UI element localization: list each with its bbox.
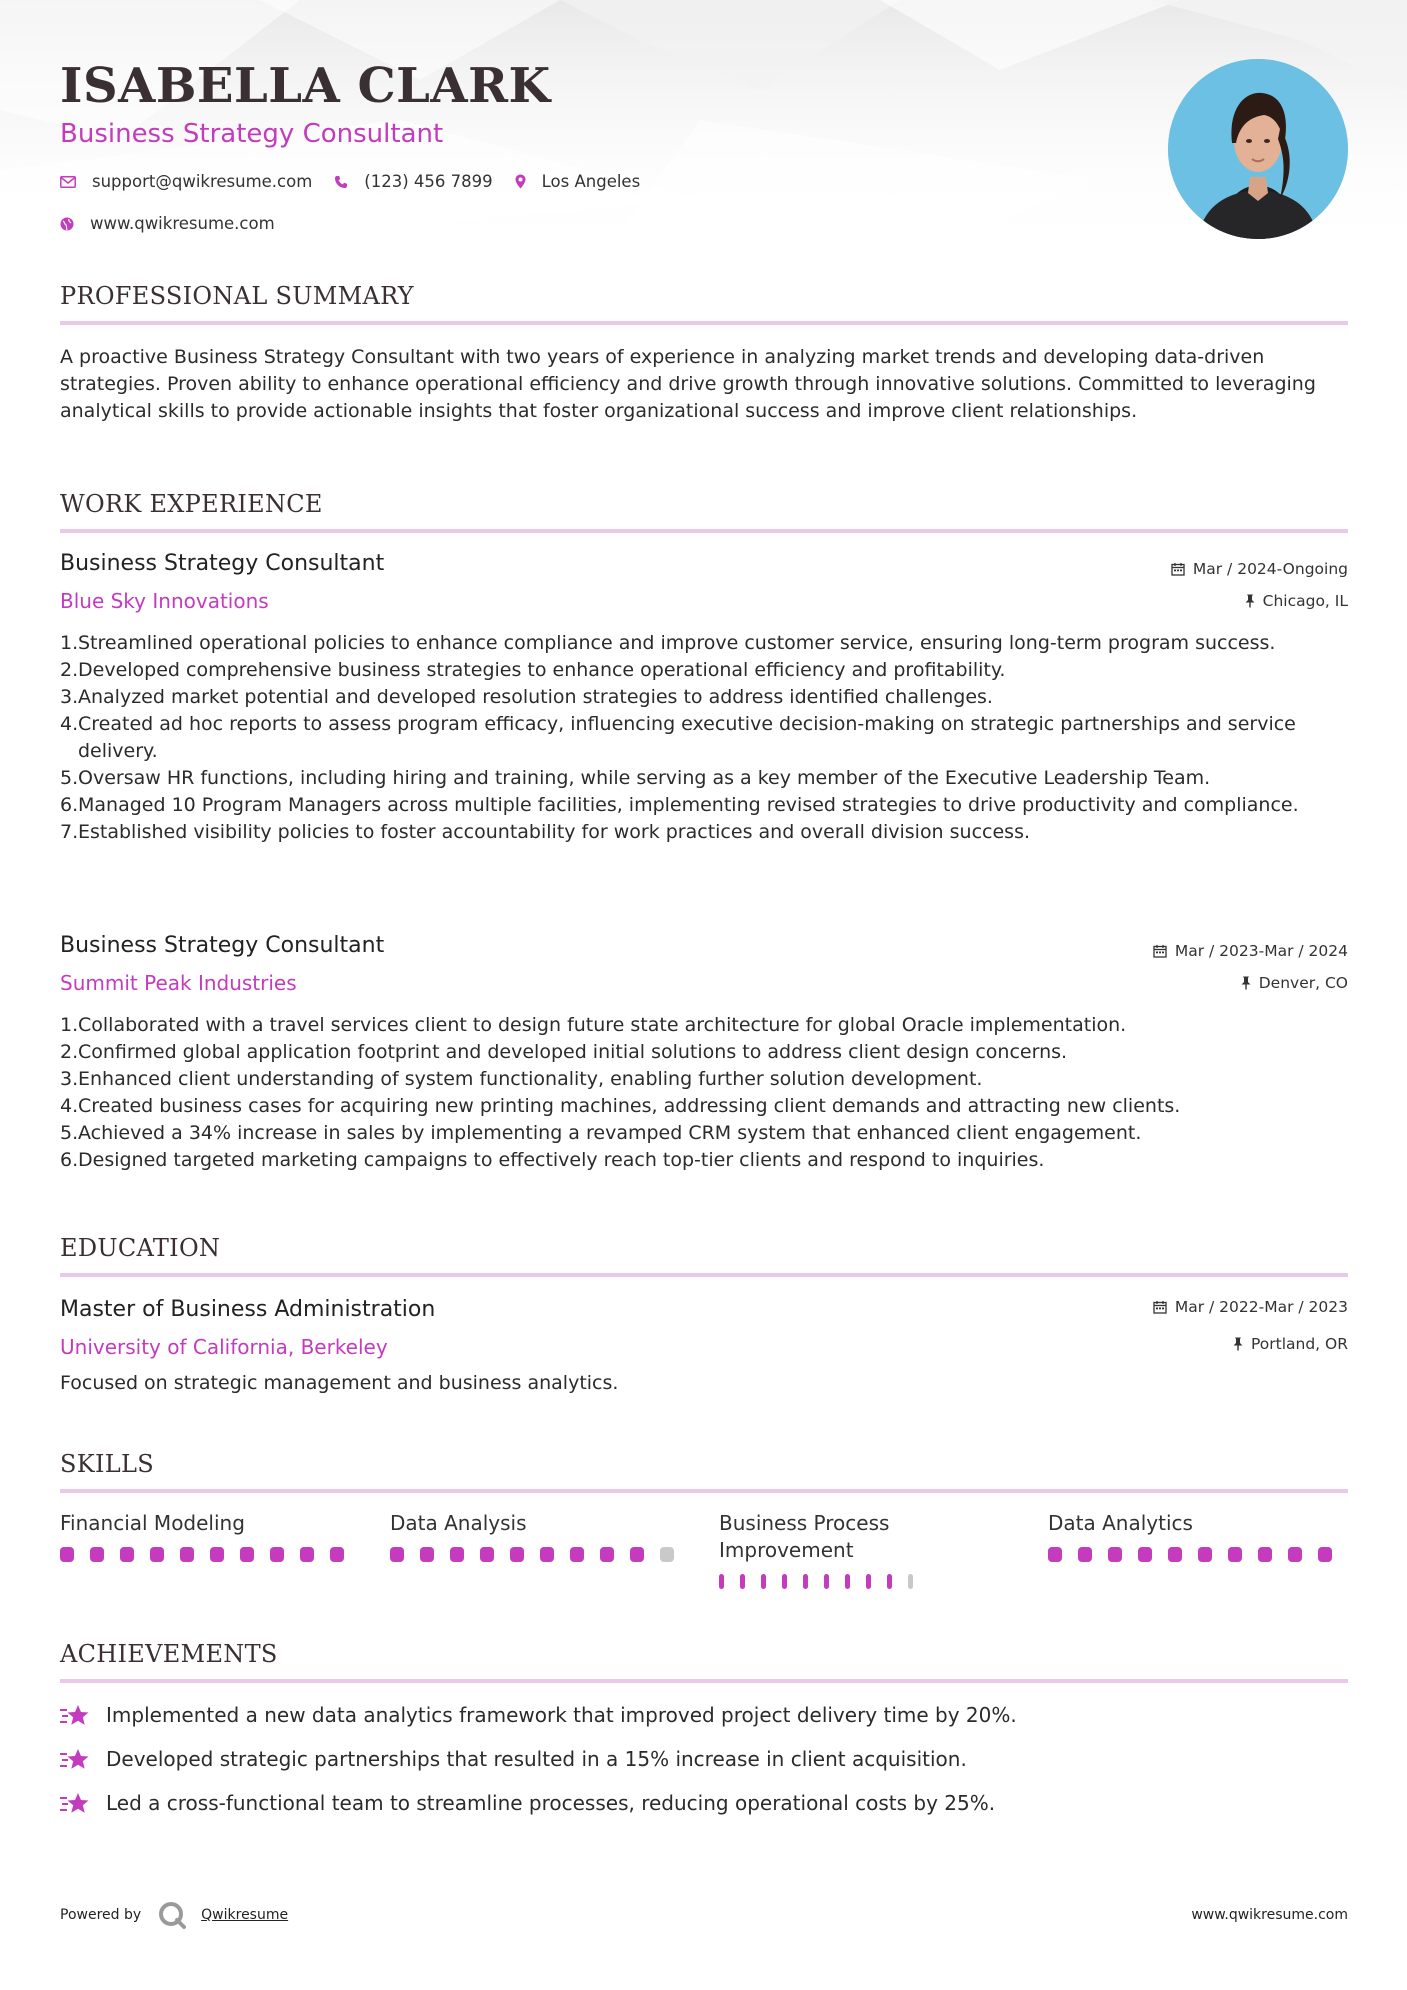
skill-dot-filled	[782, 1574, 787, 1589]
skill-name: Data Analytics	[1048, 1511, 1193, 1535]
skill-dot-filled	[390, 1547, 404, 1562]
powered-by-label: Powered by	[60, 1907, 142, 1923]
summary-heading: PROFESSIONAL SUMMARY	[60, 282, 414, 310]
skill-dot-filled	[1198, 1547, 1212, 1562]
achievement-item	[60, 1747, 967, 1771]
skill-rating	[60, 1547, 360, 1562]
skill-dot-filled	[1108, 1547, 1122, 1562]
achievement-item	[60, 1703, 1017, 1727]
list-item: 3. Enhanced client understanding of system functionality, enabling further solution development.	[60, 1068, 983, 1090]
contact-row	[60, 172, 662, 191]
skill-dot-filled	[450, 1547, 464, 1562]
achievement-item	[60, 1791, 995, 1815]
website-text: www.qwikresume.com	[90, 214, 275, 233]
contact-row-website	[60, 214, 297, 233]
star-icon	[60, 1703, 90, 1727]
summary-text: A proactive Business Strategy Consultant with two years of experience in analyzing market trends and developing data-driven strategies. Proven ability to enhance operational efficiency and drive growth through innovative solutions. Committed to leveraging analytical skills to provide actionable insights that foster organizational success and improve client relationships.	[60, 346, 1316, 422]
list-item: 4. Created business cases for acquiring new printing machines, addressing client demands and attracting new clients.	[60, 1095, 1181, 1117]
skill-dot-filled	[120, 1547, 134, 1562]
company-name: Blue Sky Innovations	[60, 589, 269, 613]
job-title: Business Strategy Consultant	[60, 933, 385, 958]
list-item: 7. Established visibility policies to foster accountability for work practices and overall division success.	[60, 821, 1031, 843]
star-icon	[60, 1791, 90, 1815]
list-item: 3. Analyzed market potential and developed resolution strategies to address identified challenges.	[60, 686, 993, 708]
skill-name: Data Analysis	[390, 1511, 527, 1535]
skill-dot-filled	[1138, 1547, 1152, 1562]
skill-dot-filled	[845, 1574, 850, 1589]
skill-item	[1048, 1510, 1348, 1562]
education-location	[1233, 1335, 1348, 1353]
list-item: 6. Managed 10 Program Managers across multiple facilities, implementing revised strategies to drive productivity and compliance.	[60, 794, 1299, 816]
job-location	[1245, 592, 1348, 610]
skill-dot-empty	[908, 1574, 913, 1589]
skill-dot-filled	[600, 1547, 614, 1562]
contact-location	[515, 172, 641, 191]
phone-icon	[334, 175, 348, 189]
summary-divider	[60, 321, 1348, 325]
skill-dot-filled	[1048, 1547, 1062, 1562]
skill-dot-filled	[719, 1574, 724, 1589]
list-item: 5. Oversaw HR functions, including hiring and training, while serving as a key member of the Executive Leadership Team.	[60, 767, 1211, 789]
skill-rating	[719, 1574, 929, 1589]
email-text: support@qwikresume.com	[92, 172, 313, 191]
job-location-text: Chicago, IL	[1262, 592, 1348, 610]
skill-dot-filled	[90, 1547, 104, 1562]
skill-dot-filled	[740, 1574, 745, 1589]
job-dates	[1153, 942, 1348, 960]
job-location	[1241, 974, 1348, 992]
mail-icon	[60, 176, 76, 188]
achievement-text: Led a cross-functional team to streamline processes, reducing operational costs by 25%.	[106, 1791, 996, 1815]
skill-dot-filled	[270, 1547, 284, 1562]
job-bullets	[60, 630, 1350, 846]
skill-dot-filled	[540, 1547, 554, 1562]
candidate-title: Business Strategy Consultant	[60, 119, 444, 149]
footer-website[interactable]: www.qwikresume.com	[1191, 1907, 1348, 1923]
skill-dot-filled	[420, 1547, 434, 1562]
skill-dot-filled	[210, 1547, 224, 1562]
skill-rating	[1048, 1547, 1348, 1562]
pushpin-icon	[1245, 594, 1255, 608]
education-dates	[1153, 1298, 1348, 1316]
calendar-icon	[1153, 1300, 1167, 1314]
education-divider	[60, 1273, 1348, 1277]
phone-text: (123) 456 7899	[364, 172, 493, 191]
skill-name: Business Process Improvement	[719, 1511, 890, 1562]
education-heading: EDUCATION	[60, 1234, 221, 1262]
globe-icon	[60, 217, 74, 231]
skill-name: Financial Modeling	[60, 1511, 245, 1535]
skill-item	[60, 1510, 360, 1562]
skill-dot-filled	[803, 1574, 808, 1589]
job-dates	[1171, 560, 1348, 578]
skill-dot-filled	[240, 1547, 254, 1562]
pushpin-icon	[1241, 976, 1251, 990]
skill-dot-filled	[60, 1547, 74, 1562]
skill-dot-filled	[630, 1547, 644, 1562]
calendar-icon	[1171, 562, 1185, 576]
skill-dot-filled	[887, 1574, 892, 1589]
skills-heading: SKILLS	[60, 1450, 154, 1478]
education-description: Focused on strategic management and business analytics.	[60, 1372, 619, 1394]
profile-photo	[1168, 59, 1348, 239]
skill-dot-filled	[1258, 1547, 1272, 1562]
list-item: 2. Developed comprehensive business strategies to enhance operational efficiency and profitability.	[60, 659, 1006, 681]
job-location-text: Denver, CO	[1258, 974, 1348, 992]
list-item: 6. Designed targeted marketing campaigns to effectively reach top-tier clients and respond to inquiries.	[60, 1149, 1045, 1171]
list-item: 1. Streamlined operational policies to enhance compliance and improve customer service, ensuring long-term program success.	[60, 632, 1276, 654]
degree-title: Master of Business Administration	[60, 1297, 436, 1322]
job-dates-text: Mar / 2024-Ongoing	[1192, 560, 1348, 578]
contact-website[interactable]	[60, 214, 275, 233]
calendar-icon	[1153, 944, 1167, 958]
list-item: 1. Collaborated with a travel services client to design future state architecture for global Oracle implementation.	[60, 1014, 1127, 1036]
skill-dot-empty	[660, 1547, 674, 1562]
achievement-text: Implemented a new data analytics framework that improved project delivery time by 20%.	[106, 1703, 1017, 1727]
skill-dot-filled	[1168, 1547, 1182, 1562]
skill-dot-filled	[330, 1547, 344, 1562]
contact-phone[interactable]	[334, 172, 492, 191]
skill-dot-filled	[300, 1547, 314, 1562]
qwikresume-logo-icon	[157, 1900, 187, 1930]
skill-dot-filled	[570, 1547, 584, 1562]
school-name: University of California, Berkeley	[60, 1335, 388, 1359]
skill-dot-filled	[480, 1547, 494, 1562]
skill-dot-filled	[1228, 1547, 1242, 1562]
skill-dot-filled	[180, 1547, 194, 1562]
skill-item	[390, 1510, 690, 1562]
location-text: Los Angeles	[541, 172, 641, 191]
skill-dot-filled	[150, 1547, 164, 1562]
achievement-text: Developed strategic partnerships that resulted in a 15% increase in client acquisition.	[106, 1747, 967, 1771]
achievements-divider	[60, 1679, 1348, 1683]
job-title: Business Strategy Consultant	[60, 551, 385, 576]
list-item: 4. Created ad hoc reports to assess program efficacy, influencing executive decision-making on strategic partnerships and service delivery.	[60, 713, 1296, 762]
experience-divider	[60, 529, 1348, 533]
contact-email[interactable]	[60, 172, 312, 191]
skill-rating	[390, 1547, 690, 1562]
list-item: 5. Achieved a 34% increase in sales by implementing a revamped CRM system that enhanced client engagement.	[60, 1122, 1142, 1144]
education-dates-text: Mar / 2022-Mar / 2023	[1174, 1298, 1348, 1316]
skill-item	[719, 1510, 929, 1589]
pushpin-icon	[1233, 1337, 1243, 1351]
qwikresume-link[interactable]: Qwikresume	[201, 1907, 289, 1923]
skill-dot-filled	[1318, 1547, 1332, 1562]
list-item: 2. Confirmed global application footprint and developed initial solutions to address client design concerns.	[60, 1041, 1068, 1063]
skill-dot-filled	[1288, 1547, 1302, 1562]
footer-powered-by	[60, 1900, 288, 1930]
experience-heading: WORK EXPERIENCE	[60, 490, 323, 518]
job-dates-text: Mar / 2023-Mar / 2024	[1174, 942, 1348, 960]
skill-dot-filled	[824, 1574, 829, 1589]
candidate-name: ISABELLA CLARK	[60, 58, 551, 114]
skills-divider	[60, 1489, 1348, 1493]
job-bullets	[60, 1012, 1350, 1174]
skill-dot-filled	[866, 1574, 871, 1589]
company-name: Summit Peak Industries	[60, 971, 297, 995]
skill-dot-filled	[1078, 1547, 1092, 1562]
star-icon	[60, 1747, 90, 1771]
achievements-heading: ACHIEVEMENTS	[60, 1640, 278, 1668]
education-location-text: Portland, OR	[1250, 1335, 1348, 1353]
skill-dot-filled	[761, 1574, 766, 1589]
location-pin-icon	[515, 174, 526, 189]
skill-dot-filled	[510, 1547, 524, 1562]
